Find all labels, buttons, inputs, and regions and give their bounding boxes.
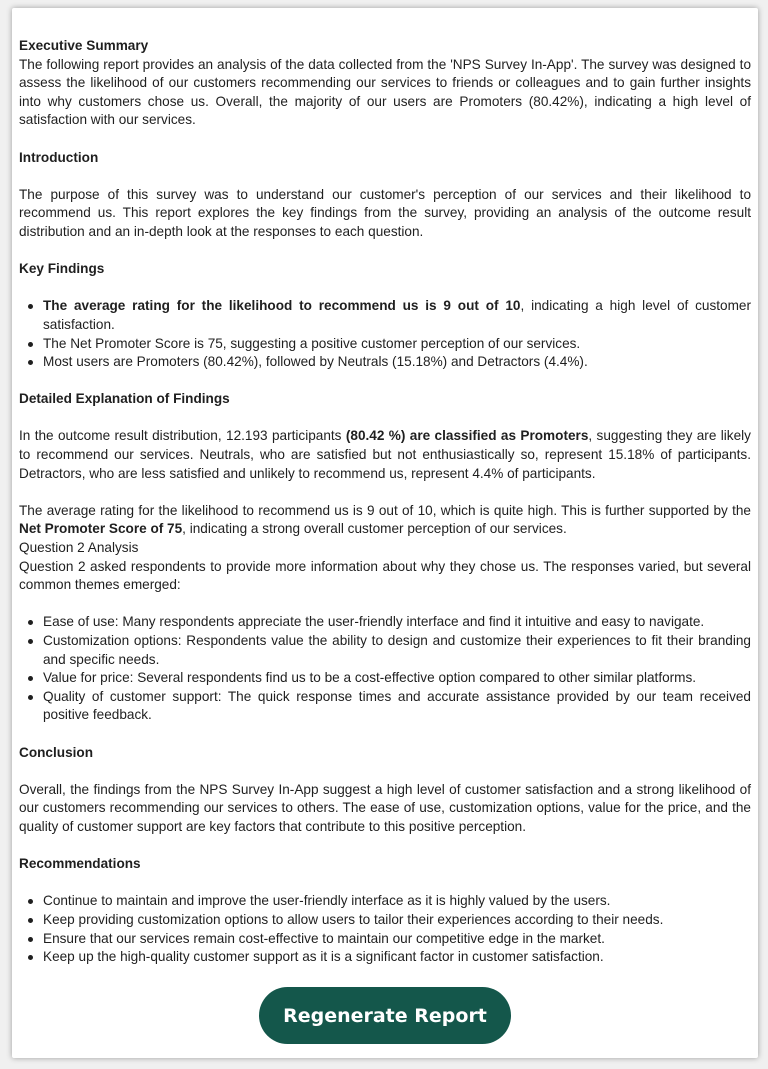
list-item: Value for price: Several respondents find us to be a cost-effective option compared to other similar platforms. [43,669,751,688]
executive-summary-heading: Executive Summary [19,38,149,53]
executive-summary-text: The following report provides an analysis of the data collected from the 'NPS Survey In-App'. The survey was designed to assess the likelihood of our customers recommending our services to friends or colleagues and to gain further insights into why customers chose us. Overall, the majority of our users are Promoters (80.42%), indicating a high level of satisfaction with our services. [19,56,751,128]
text-span: , suggesting they are likely to recommend our services. Neutrals, who are satisfied but not enthusiastically so, represent 15.18% of participants. Detractors, who are less satisfied and unlikely to recommend us, represent 4.4% of participants. [19,428,751,481]
introduction-text: The purpose of this survey was to understand our customer's perception of our services and their likelihood to recommend us. This report explores the key findings from the survey, providing an analysis of the outcome result distribution and an in-depth look at the responses to each question. [19,186,751,239]
list-item: Keep providing customization options to allow users to tailor their experiences according to their needs. [43,911,751,930]
themes-list [19,613,751,725]
button-container [12,987,758,1044]
regenerate-report-button[interactable]: Regenerate Report [259,987,511,1044]
report-card [12,8,758,1058]
recommendations-list [19,892,751,966]
list-item: Customization options: Respondents value the ability to design and customize their experiences to fit their branding and specific needs. [43,632,751,669]
list-item: Ensure that our services remain cost-effective to maintain our competitive edge in the market. [43,930,751,949]
text-span: In the outcome result distribution, 12.193 participants [19,428,346,444]
question-2-text: Question 2 asked respondents to provide more information about why they chose us. The responses varied, but several common themes emerged: [19,558,751,593]
key-findings-heading: Key Findings [19,261,105,277]
detailed-paragraph-2 [19,502,751,539]
list-item: The Net Promoter Score is 75, suggesting a positive customer perception of our services. [43,335,751,354]
list-item: Ease of use: Many respondents appreciate the user-friendly interface and find it intuitive and easy to navigate. [43,613,751,632]
introduction-heading: Introduction [19,149,99,165]
key-finding-bold: The average rating for the likelihood to recommend us is 9 out of 10 [43,298,521,314]
question-2-title: Question 2 Analysis [19,540,139,556]
list-item [43,297,751,334]
recommendations-heading: Recommendations [19,856,141,872]
key-findings-list [19,297,751,371]
text-span: , indicating a strong overall customer perception of our services. [182,521,567,537]
list-item: Most users are Promoters (80.42%), followed by Neutrals (15.18%) and Detractors (4.4%). [43,353,751,372]
conclusion-heading: Conclusion [19,744,94,760]
conclusion-text: Overall, the findings from the NPS Survey In-App suggest a high level of customer satisfaction and a strong likelihood of our customers recommending our services to others. The ease of use, customization options, value for the price, and the quality of customer support are key factors that contribute to this positive perception. [19,781,751,834]
list-item: Quality of customer support: The quick response times and accurate assistance provided by our team received positive feedback. [43,688,751,725]
nps-bold: Net Promoter Score of 75 [19,521,183,537]
promoters-bold: (80.42 %) are classified as Promoters [345,428,589,444]
detailed-explanation-heading: Detailed Explanation of Findings [19,391,230,407]
list-item: Keep up the high-quality customer support as it is a significant factor in customer satisfaction. [43,948,751,967]
detailed-paragraph-1 [19,427,751,483]
list-item: Continue to maintain and improve the user-friendly interface as it is highly valued by the users. [43,892,751,911]
key-finding-rest: , indicating a high level of customer satisfaction. [43,298,751,332]
text-span: The average rating for the likelihood to recommend us is 9 out of 10, which is quite high. This is further supported by the [19,502,751,518]
report-body [19,37,751,967]
